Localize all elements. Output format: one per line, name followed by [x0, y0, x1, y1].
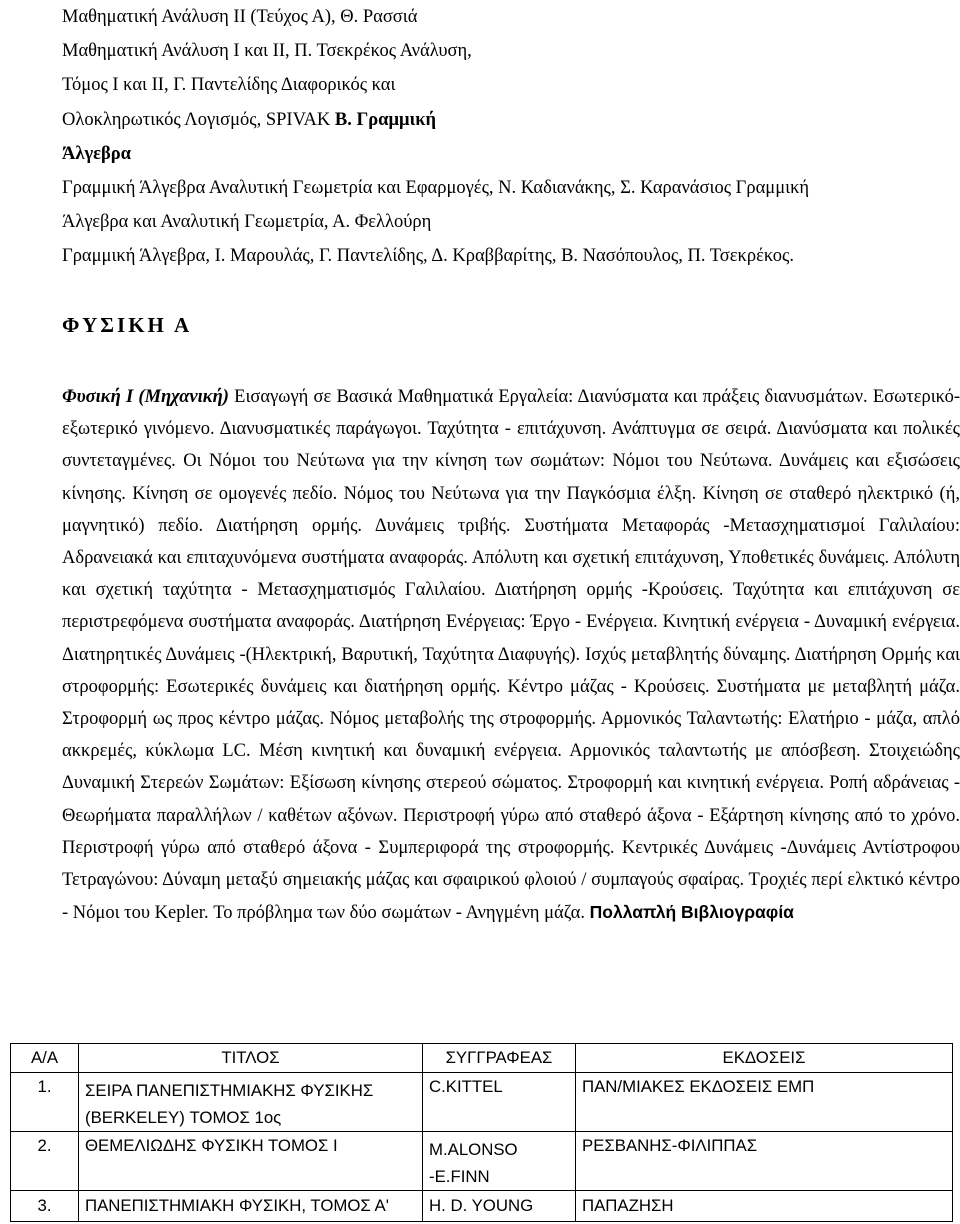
row-publisher: ΠΑΠΑΖΗΣΗ [576, 1191, 953, 1222]
section-heading: ΦΥΣΙΚΗ Α [62, 313, 193, 337]
row-publisher: ΠΑΝ/ΜΙΑΚΕΣ ΕΚΔΟΣΕΙΣ ΕΜΠ [576, 1073, 953, 1132]
header-cell-number: Α/Α [11, 1044, 79, 1073]
title-line: ΣΕΙΡΑ ΠΑΝΕΠΙΣΤΗΜΙΑΚΗΣ ΦΥΣΙΚΗΣ [85, 1081, 374, 1100]
row-author [423, 1132, 576, 1191]
author-line: -E.FINN [429, 1167, 490, 1186]
author-line: M.ALONSO [429, 1140, 518, 1159]
row-author [423, 1191, 576, 1222]
reference-line [62, 103, 942, 137]
section-label-algebra: Άλγεβρα [62, 143, 131, 164]
reference-list [62, 0, 942, 274]
reference-text: Ολοκληρωτικός Λογισμός, SPIVAK [62, 109, 331, 130]
reference-line: Γραμμική Άλγεβρα Αναλυτική Γεωμετρία και Εφαρμογές, Ν. Καδιανάκης, Σ. Καρανάσιος Γραμμική [62, 177, 810, 198]
reference-line: Τόμος Ι και ΙΙ, Γ. Παντελίδης Διαφορικός και [62, 75, 396, 96]
row-title [79, 1132, 423, 1191]
title-line: ΠΑΝΕΠΙΣΤΗΜΙΑΚΗ ΦΥΣΙΚΗ, ΤΟΜΟΣ Α' [85, 1196, 389, 1215]
header-cell-title: ΤΙΤΛΟΣ [79, 1044, 423, 1073]
reference-line: Άλγεβρα και Αναλυτική Γεωμετρία, Α. Φελλούρη [62, 212, 432, 233]
section-label-bold: Β. Γραμμική [330, 109, 436, 130]
author-line: H. D. YOUNG [429, 1196, 534, 1215]
reference-line: Μαθηματική Ανάλυση ΙΙ (Τεύχος Α), Θ. Ρασσιά [62, 7, 418, 27]
reference-line: Γραμμική Άλγεβρα, Ι. Μαρουλάς, Γ. Παντελίδης, Δ. Κραββαρίτης, Β. Νασόπουλος, Π. Τσεκρέκος. [62, 246, 794, 267]
bibliography-table [10, 1043, 953, 1222]
row-author [423, 1073, 576, 1132]
table-row [11, 1073, 953, 1132]
course-description [62, 381, 960, 929]
table-row [11, 1132, 953, 1191]
table-header-row [11, 1044, 953, 1073]
author-line: C.KITTEL [429, 1077, 503, 1096]
course-body: Εισαγωγή σε Βασικά Μαθηματικά Εργαλεία: Διανύσματα και πράξεις διανυσμάτων. Εσωτερικό-εξωτερικό γινόμενο. Διανυσματικές παράγωγοι. Ταχύτητα - επιτάχυνση. Ανάπτυγμα σε σειρά. Διανύσματα και πολικές συντεταγμένες. Οι Νόμοι του Νεύτωνα για την κίνηση των σωμάτων: Νόμοι του Νεύτωνα. Δυνάμεις και εξισώσεις κίνησης. Κίνηση σε ομογενές πεδίο. Νόμος του Νεύτωνα για την Παγκόσμια έλξη. Κίνηση σε σταθερό ηλεκτρικό (ή, μαγνητικό) πεδίο. Διατήρηση ορμής. Δυνάμεις τριβής. Συστήματα Μεταφοράς -Μετασχηματισμοί Γαλιλαίου: Αδρανειακά και επιταχυνόμενα συστήματα αναφοράς. Απόλυτη και σχετική επιτάχυνση, Υποθετικές δυνάμεις. Απόλυτη και σχετική ταχύτητα - Μετασχηματισμός Γαλιλαίου. Διατήρηση ορμής -Κρούσεις. Ταχύτητα και επιτάχυνση σε περιστρεφόμενα συστήματα αναφοράς. Διατήρηση Ενέργειας: Έργο - Ενέργεια. Κινητική ενέργεια - Δυναμική ενέργεια. Διατηρητικές Δυνάμεις -(Ηλεκτρική, Βαρυτική, Ταχύτητα Διαφυγής). Ισχύς μεταβλητής δύναμης. Διατήρηση Ορμής και στροφορμής: Εσωτερικές δυνάμεις και διατήρηση ορμής. Κέντρο μάζας - Κρούσεις. Συστήματα με μεταβλητή μάζα. Στροφορμή ως προς κέντρο μάζας. Νόμος μεταβολής της στροφορμής. Αρμονικός Ταλαντωτής: Ελατήριο - μάζα, απλό ακκρεμές, κύκλωμα LC. Μέση κινητική και δυναμική ενέργεια. Αρμονικός ταλαντωτής με απόσβεση. Στοιχειώδης Δυναμική Στερεών Σωμάτων: Εξίσωση κίνησης στερεού σώματος. Στροφορμή και κινητική ενέργεια. Ροπή αδράνειας - Θεωρήματα παραλλήλων / καθέτων αξόνων. Περιστροφή γύρω από σταθερό άξονα - Εξάρτηση κίνησης από το χρόνο. Περιστροφή γύρω από σταθερό άξονα - Συμπεριφορά της στροφορμής. Κεντρικές Δυνάμεις -Δυνάμεις Αντίστροφου Τετραγώνου: Δύναμη μεταξύ σημειακής μάζας και σφαιρικού φλοιού / συμπαγούς σφαίρας. Τροχιές περί ελκτικό κέντρο - Νόμοι του Kepler. Το πρόβλημα των δύο σωμάτων - Ανηγμένη μάζα. [62, 387, 960, 924]
row-number: 1. [11, 1073, 79, 1132]
row-title [79, 1073, 423, 1132]
row-title [79, 1191, 423, 1222]
table-row [11, 1191, 953, 1222]
row-number: 2. [11, 1132, 79, 1191]
title-line: ΘΕΜΕΛΙΩΔΗΣ ΦΥΣΙΚΗ ΤΟΜΟΣ Ι [85, 1136, 338, 1155]
row-number: 3. [11, 1191, 79, 1222]
row-publisher: ΡΕΣΒΑΝΗΣ-ΦΙΛΙΠΠΑΣ [576, 1132, 953, 1191]
header-cell-author: ΣΥΓΓΡΑΦΕΑΣ [423, 1044, 576, 1073]
title-line: (BERKELEY) ΤΟΜΟΣ 1ος [85, 1108, 282, 1127]
reference-line: Μαθηματική Ανάλυση Ι και ΙΙ, Π. Τσεκρέκος Ανάλυση, [62, 41, 472, 62]
course-title: Φυσική Ι (Μηχανική) [62, 387, 229, 407]
bibliography-label: Πολλαπλή Βιβλιογραφία [589, 902, 794, 923]
header-cell-publisher: ΕΚΔΟΣΕΙΣ [576, 1044, 953, 1073]
